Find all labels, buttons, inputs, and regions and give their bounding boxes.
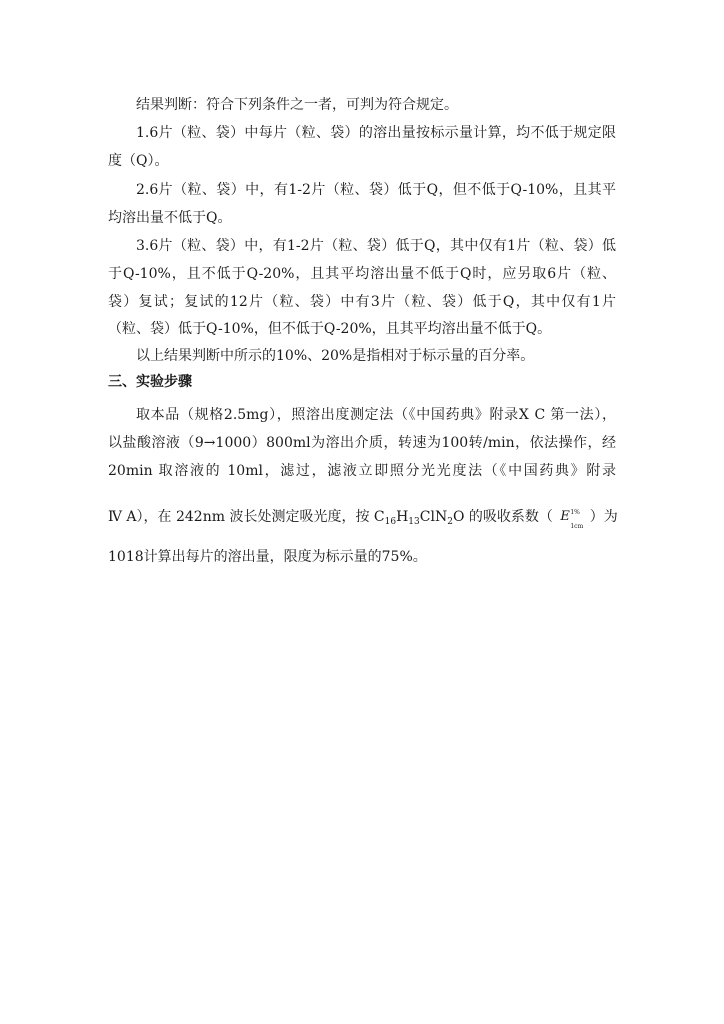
- formula-h-count: 13: [408, 517, 420, 527]
- absorption-coefficient-symbol: [559, 509, 584, 530]
- e-superscript: 1%: [570, 509, 580, 516]
- criterion-1-line-2: 度（Q）。: [108, 153, 169, 169]
- procedure-line-4-mid: 的吸收系数（: [468, 509, 553, 525]
- criterion-3-line-4: （粒、袋）低于Q-10%，但不低于Q-20%，且其平均溶出量不低于Q。: [108, 321, 552, 337]
- criterion-3-line-1: 3.6片（粒、袋）中，有1-2片（粒、袋）低于Q，其中仅有1片（粒、袋）低: [136, 238, 616, 254]
- procedure-line-1: 取本品（规格2.5mg），照溶出度测定法（《中国药典》附录Ⅹ C 第一法），: [136, 407, 616, 423]
- procedure-line-4: [108, 507, 618, 530]
- procedure-line-4-start: Ⅳ A），在 242nm 波长处测定吸光度，按 C: [108, 509, 385, 525]
- criterion-2-line-2: 均溶出量不低于Q。: [108, 210, 232, 226]
- formula-n-count: 2: [447, 517, 453, 527]
- formula-c-count: 16: [384, 517, 397, 527]
- e-subscript: 1cm: [570, 523, 584, 530]
- criterion-3-line-2: 于Q-10%，且不低于Q-20%，且其平均溶出量不低于Q时，应另取6片（粒、: [108, 266, 616, 282]
- e-letter: E: [560, 509, 570, 524]
- procedure-line-2: 以盐酸溶液（9→1000）800ml为溶出介质，转速为100转/min，依法操作，经: [108, 435, 616, 451]
- formula-o: O: [452, 509, 465, 525]
- criteria-intro: 结果判断：符合下列条件之一者，可判为符合规定。: [136, 97, 458, 113]
- section-3-heading: 三、实验步骤: [108, 374, 192, 390]
- procedure-line-4-end: ）为: [589, 509, 618, 525]
- percentage-note: 以上结果判断中所示的10%、20%是指相对于标示量的百分率。: [136, 348, 535, 364]
- formula-cln: ClN: [419, 509, 448, 525]
- criterion-1-line-1: 1.6片（粒、袋）中每片（粒、袋）的溶出量按标示量计算，均不低于规定限: [136, 125, 616, 141]
- criterion-2-line-1: 2.6片（粒、袋）中，有1-2片（粒、袋）低于Q，但不低于Q-10%，且其平: [136, 182, 616, 198]
- formula-h: H: [396, 509, 409, 525]
- procedure-line-3: 20min 取溶液的 10ml，滤过，滤液立即照分光光度法（《中国药典》附录: [108, 463, 616, 479]
- procedure-line-5: 1018计算出每片的溶出量，限度为标示量的75%。: [108, 549, 427, 565]
- criterion-3-line-3: 袋）复试；复试的12片（粒、袋）中有3片（粒、袋）低于Q，其中仅有1片: [108, 294, 616, 310]
